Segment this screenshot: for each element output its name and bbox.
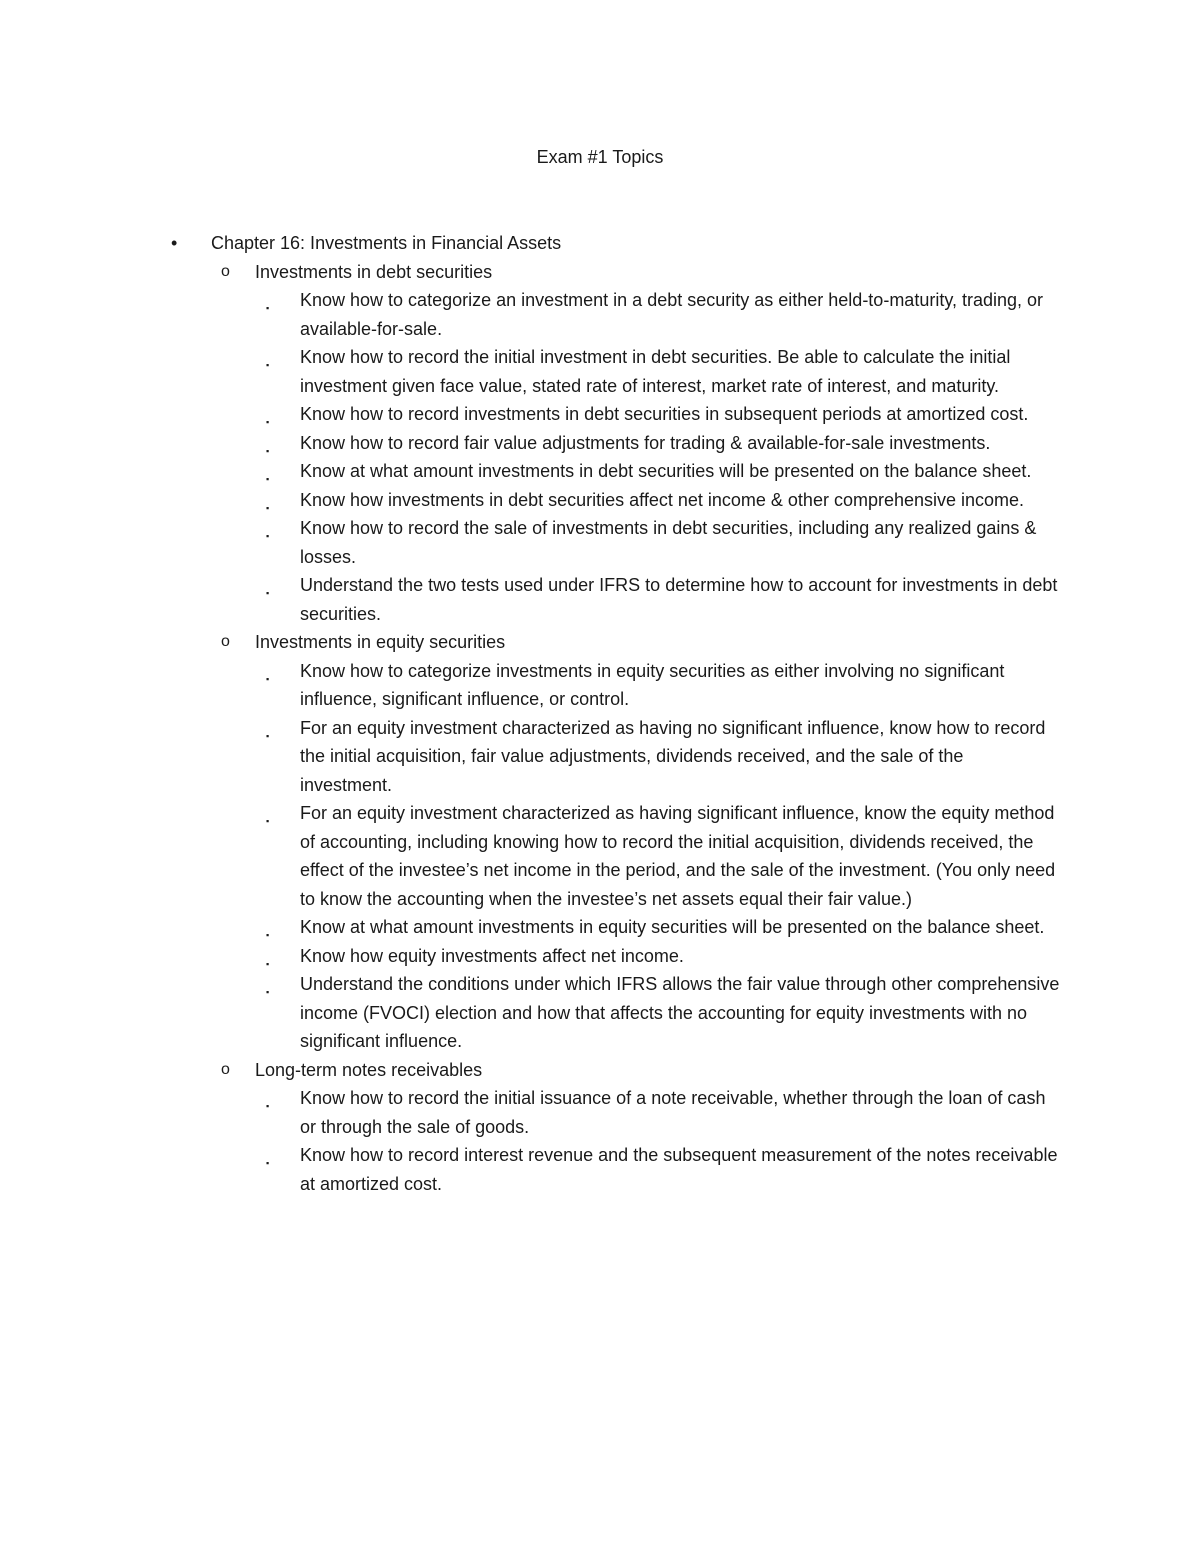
topic-text: Know how to record fair value adjustments for trading & available-for-sale investments. [300,432,991,453]
bullet-square-icon: ▪ [266,445,270,456]
bullet-square-icon: ▪ [266,1158,270,1168]
section-label: Investments in debt securities [255,261,493,282]
topic-item [0,571,1200,628]
topic-item [0,1141,1200,1198]
bullet-square-icon: ▪ [266,303,270,313]
bullet-square-icon: ▪ [266,417,270,427]
topic-item [0,714,1200,800]
topic-item [0,1084,1200,1141]
topic-item [0,657,1200,714]
topic-text: Understand the conditions under which IFRS allows the fair value through other comprehensive income (FVOCI) election and how that affects the accounting for equity investments with no significant influence. [300,974,1060,1051]
topic-item [0,970,1200,1056]
bullet-square-icon: ▪ [266,673,270,684]
topic-item [0,429,1200,458]
chapter-item [0,229,1200,258]
topic-text: Know how to record interest revenue and the subsequent measurement of the notes receivable at amortized cost. [300,1145,1058,1194]
topic-text: Know how equity investments affect net income. [300,945,684,966]
topic-item [0,913,1200,942]
bullet-square-icon: ▪ [266,930,270,940]
bullet-square-icon: ▪ [266,1101,270,1111]
bullet-circle-icon: o [221,262,230,280]
topic-text: Know how to record the initial issuance of a note receivable, whether through the loan of cash or through the sale of goods. [300,1088,1046,1137]
bullet-circle-icon: o [221,1060,230,1078]
bullet-square-icon: ▪ [266,588,270,598]
section-item [0,628,1200,657]
topic-text: Know how to categorize investments in equity securities as either involving no significant influence, significant influence, or control. [300,660,1005,709]
bullet-square-icon: ▪ [266,502,270,513]
section-item [0,258,1200,287]
topic-item [0,799,1200,913]
bullet-square-icon: ▪ [266,730,270,741]
topic-text: Know how to record the sale of investments in debt securities, including any realized gains & losses. [300,518,1037,567]
bullet-square-icon: ▪ [266,360,270,370]
section-label: Long-term notes receivables [255,1059,483,1080]
topic-text: For an equity investment characterized as having no significant influence, know how to record the initial acquisition, fair value adjustments, dividends received, and the sale of the investment. [300,717,1046,795]
topic-item [0,457,1200,486]
topic-text: For an equity investment characterized as having significant influence, know the equity method of accounting, including knowing how to record the initial acquisition, dividends received, the effect of the investee’s net income in the period, and the sale of the investment. (You only need to know the accounting when the investee’s net assets equal their fair value.) [300,803,1056,909]
bullet-disc-icon: • [171,233,178,253]
bullet-square-icon: ▪ [266,958,270,969]
topic-text: Know at what amount investments in equity securities will be presented on the balance sheet. [300,917,1045,937]
topic-item [0,486,1200,515]
topic-text: Know how investments in debt securities affect net income & other comprehensive income. [300,489,1025,510]
document-title: Exam #1 Topics [536,147,664,167]
bullet-circle-icon: o [221,633,230,650]
topic-item [0,514,1200,571]
topic-list [0,229,1200,1198]
topic-item [0,400,1200,429]
bullet-square-icon: ▪ [266,816,270,826]
topic-text: Know how to record investments in debt securities in subsequent periods at amortized cost. [300,404,1029,424]
section-item [0,1056,1200,1085]
section-list [0,258,1200,1199]
topic-item [0,286,1200,343]
topic-text: Know how to categorize an investment in a debt security as either held-to-maturity, trading, or available-for-sale. [300,290,1044,339]
topic-item [0,343,1200,400]
chapter-label: Chapter 16: Investments in Financial Assets [211,233,562,253]
topic-item [0,942,1200,971]
section-label: Investments in equity securities [255,632,506,652]
topic-text: Know at what amount investments in debt securities will be presented on the balance sheet. [300,461,1032,481]
bullet-square-icon: ▪ [266,531,270,541]
topic-text: Know how to record the initial investment in debt securities. Be able to calculate the initial investment given face value, stated rate of interest, market rate of interest, and maturity. [300,347,1011,396]
bullet-square-icon: ▪ [266,474,270,484]
topic-text: Understand the two tests used under IFRS to determine how to account for investments in debt securities. [300,575,1058,624]
bullet-square-icon: ▪ [266,987,270,997]
